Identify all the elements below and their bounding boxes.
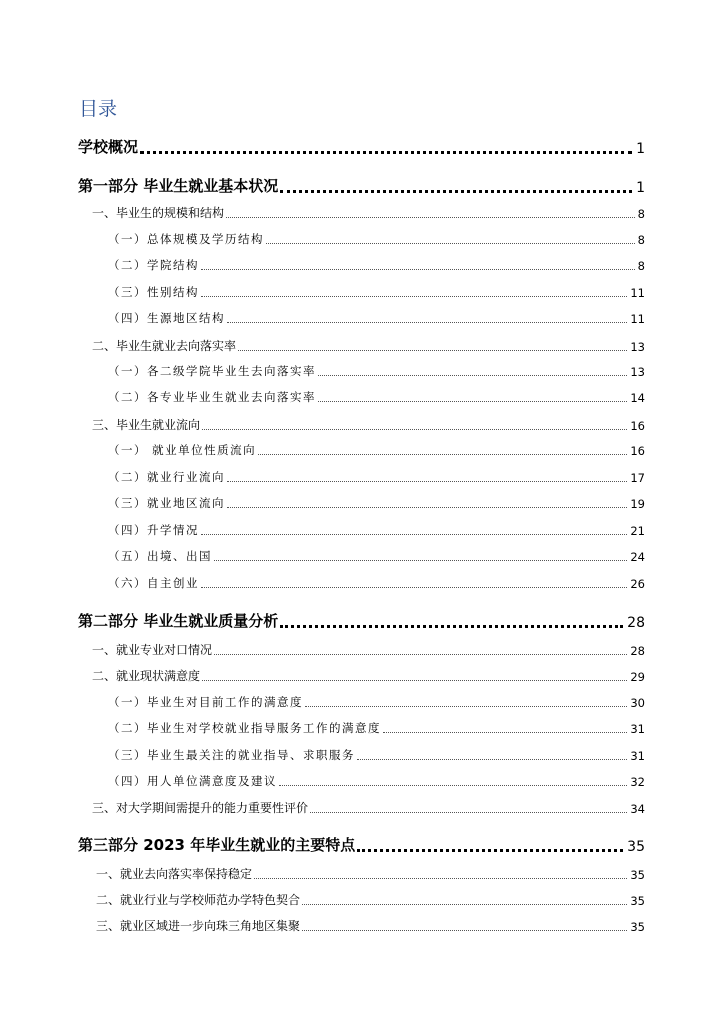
toc-page-number: 31 <box>630 722 645 736</box>
toc-entry-label: （二）毕业生对学校就业指导服务工作的满意度 <box>108 721 381 735</box>
toc-entry-label: 一、就业专业对口情况 <box>92 643 213 657</box>
toc-entry[interactable] <box>96 917 645 934</box>
toc-page-number: 8 <box>637 233 645 247</box>
dot-leader <box>202 680 627 681</box>
toc-entry-label: （一） 就业单位性质流向 <box>108 443 257 457</box>
toc-page-number: 28 <box>627 615 645 631</box>
toc-entry-label: 三、毕业生就业流向 <box>92 418 201 432</box>
toc-page-number: 30 <box>630 696 645 710</box>
toc-page-number: 19 <box>630 497 645 511</box>
toc-entry-label: 二、就业现状满意度 <box>92 669 201 683</box>
dot-leader <box>318 375 627 376</box>
toc-page-number: 35 <box>630 868 645 882</box>
toc-page-number: 1 <box>636 141 645 157</box>
dot-leader <box>227 481 627 482</box>
dot-leader <box>202 429 627 430</box>
dot-leader <box>258 454 627 455</box>
toc-entry[interactable] <box>108 257 645 273</box>
dot-leader <box>266 243 635 244</box>
dot-leader <box>226 217 635 218</box>
toc-entry-label: （三）就业地区流向 <box>108 496 225 510</box>
toc-page-number: 28 <box>630 644 645 658</box>
dot-leader <box>227 322 627 323</box>
toc-entry[interactable] <box>96 865 645 882</box>
toc-entry[interactable] <box>108 747 645 763</box>
dot-leader <box>227 507 627 508</box>
toc-entry-part-three[interactable] <box>78 834 645 855</box>
toc-entry-label: （一）毕业生对目前工作的满意度 <box>108 695 303 709</box>
toc-entry-part-one[interactable] <box>78 175 645 196</box>
toc-entry-label: （六）自主创业 <box>108 576 199 590</box>
toc-page-number: 35 <box>627 839 645 855</box>
toc-page-number: 35 <box>630 894 645 908</box>
toc-entry[interactable] <box>108 773 645 789</box>
toc-entry[interactable] <box>108 442 645 458</box>
dot-leader <box>302 904 627 905</box>
toc-entry-label: （四）升学情况 <box>108 523 199 537</box>
dot-leader <box>214 560 627 561</box>
toc-entry-label: （二）各专业毕业生就业去向落实率 <box>108 390 316 404</box>
toc-entry-label: 学校概况 <box>78 138 139 156</box>
toc-page-number: 11 <box>630 286 645 300</box>
toc-page-number: 16 <box>630 419 645 433</box>
toc-page-number: 8 <box>637 259 645 273</box>
toc-entry[interactable] <box>108 469 645 485</box>
toc-entry[interactable] <box>108 694 645 710</box>
dot-leader <box>279 785 627 786</box>
dot-leader <box>201 534 627 535</box>
toc-entry-label: 三、就业区域进一步向珠三角地区集聚 <box>96 919 301 933</box>
toc-page-number: 13 <box>630 340 645 354</box>
toc-page-number: 35 <box>630 920 645 934</box>
dot-leader <box>305 706 627 707</box>
dot-leader <box>280 190 632 193</box>
toc-page-number: 31 <box>630 749 645 763</box>
toc-entry-label: 第一部分 毕业生就业基本状况 <box>78 177 279 195</box>
toc-page-number: 8 <box>637 207 645 221</box>
dot-leader <box>357 849 623 852</box>
toc-entry[interactable] <box>108 231 645 247</box>
toc-entry[interactable] <box>108 363 645 379</box>
toc-page-number: 16 <box>630 444 645 458</box>
toc-entry-label: （四）生源地区结构 <box>108 311 225 325</box>
toc-page-number: 17 <box>630 471 645 485</box>
toc-entry[interactable] <box>108 495 645 511</box>
toc-entry-label: （五）出境、出国 <box>108 549 212 563</box>
dot-leader <box>201 269 635 270</box>
dot-leader <box>201 296 627 297</box>
toc-entry[interactable] <box>108 720 645 736</box>
toc-title: 目录 <box>79 98 118 120</box>
dot-leader <box>254 878 627 879</box>
toc-entry-label: 二、毕业生就业去向落实率 <box>92 339 237 353</box>
toc-entry[interactable] <box>108 389 645 405</box>
toc-entry-label: （三）毕业生最关注的就业指导、求职服务 <box>108 748 355 762</box>
toc-entry-label: 三、对大学期间需提升的能力重要性评价 <box>92 801 309 815</box>
dot-leader <box>280 625 623 628</box>
dot-leader <box>238 350 627 351</box>
toc-page-number: 11 <box>630 312 645 326</box>
toc-entry[interactable] <box>92 204 645 221</box>
dot-leader <box>214 654 627 655</box>
toc-page-number: 1 <box>636 180 645 196</box>
toc-entry-label: （三）性别结构 <box>108 285 199 299</box>
toc-entry[interactable] <box>92 667 645 684</box>
toc-entry-label: 一、毕业生的规模和结构 <box>92 206 225 220</box>
toc-page-number: 29 <box>630 670 645 684</box>
toc-entry[interactable] <box>108 310 645 326</box>
toc-entry[interactable] <box>92 641 645 658</box>
toc-entry[interactable] <box>108 522 645 538</box>
toc-entry-label: 第三部分 2023 年毕业生就业的主要特点 <box>78 836 356 854</box>
toc-page-number: 14 <box>630 391 645 405</box>
dot-leader <box>357 759 627 760</box>
toc-entry[interactable] <box>92 799 645 816</box>
toc-entry-label: （一）总体规模及学历结构 <box>108 232 264 246</box>
toc-entry[interactable] <box>92 416 645 433</box>
toc-page-number: 21 <box>630 524 645 538</box>
dot-leader <box>140 151 632 154</box>
toc-entry-label: 第二部分 毕业生就业质量分析 <box>78 612 279 630</box>
toc-entry-label: （一）各二级学院毕业生去向落实率 <box>108 364 316 378</box>
toc-entry[interactable] <box>92 337 645 354</box>
toc-page-number: 26 <box>630 577 645 591</box>
toc-entry[interactable] <box>108 548 645 564</box>
toc-entry-label: （二）学院结构 <box>108 258 199 272</box>
dot-leader <box>318 401 627 402</box>
toc-page-number: 24 <box>630 550 645 564</box>
dot-leader <box>310 812 627 813</box>
toc-entry[interactable] <box>108 575 645 591</box>
toc-page-number: 13 <box>630 365 645 379</box>
toc-entry[interactable] <box>108 284 645 300</box>
dot-leader <box>302 930 627 931</box>
toc-entry-part-two[interactable] <box>78 610 645 631</box>
toc-entry-label: 一、就业去向落实率保持稳定 <box>96 867 253 881</box>
toc-page-number: 34 <box>630 802 645 816</box>
toc-page-number: 32 <box>630 775 645 789</box>
toc-entry-label: （二）就业行业流向 <box>108 470 225 484</box>
dot-leader <box>383 732 627 733</box>
toc-entry-label: 二、就业行业与学校师范办学特色契合 <box>96 893 301 907</box>
dot-leader <box>201 587 627 588</box>
toc-entry[interactable] <box>96 891 645 908</box>
toc-entry-label: （四）用人单位满意度及建议 <box>108 774 277 788</box>
toc-entry-school-overview[interactable] <box>78 136 645 157</box>
